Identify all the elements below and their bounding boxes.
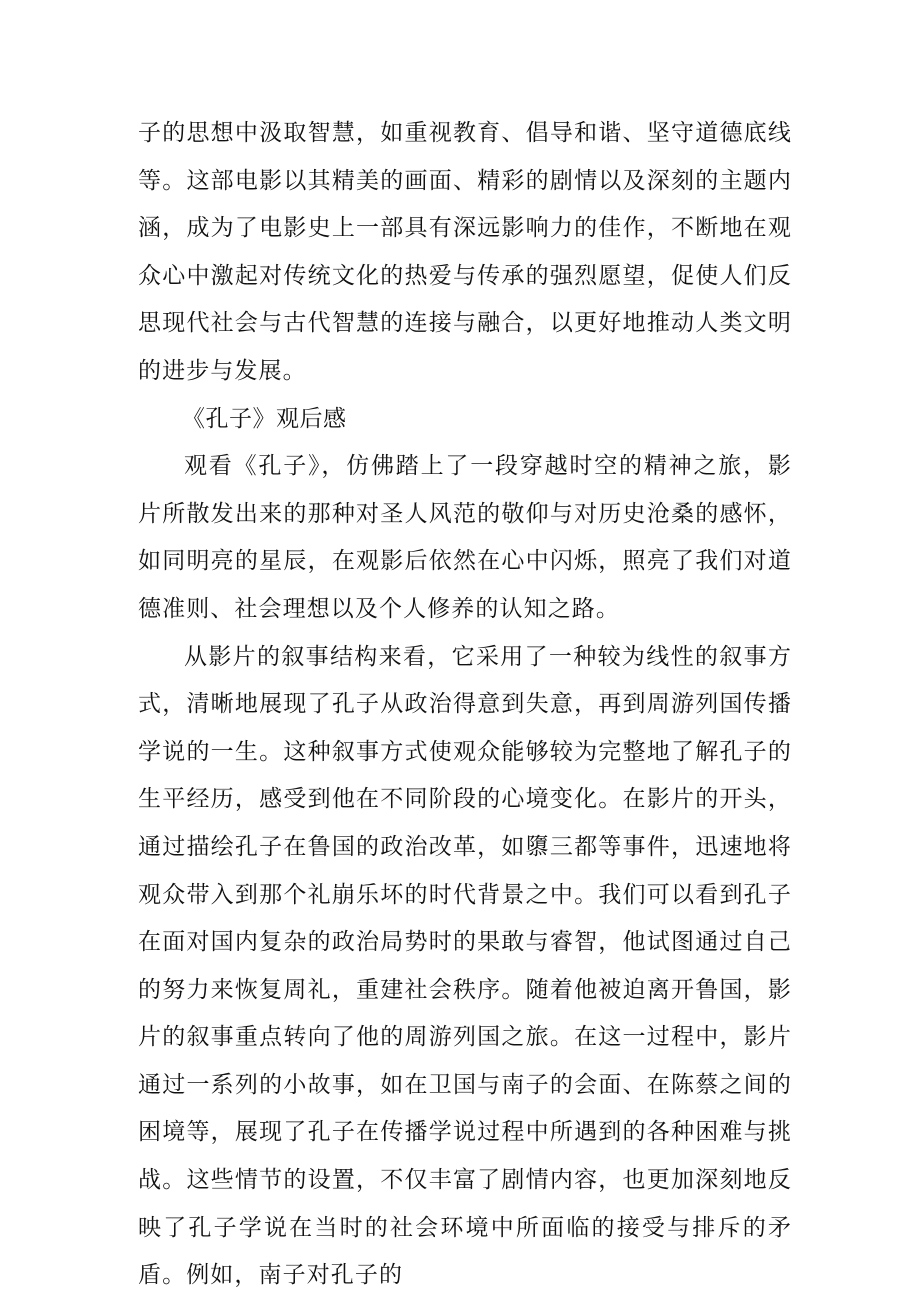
paragraph-intro: 观看《孔子》，仿佛踏上了一段穿越时空的精神之旅，影片所散发出来的那种对圣人风范的敬仰与对历史沧桑的感怀，如同明亮的星辰，在观影后依然在心中闪烁，照亮了我们对道德准则、社会理想以及个人修养的认知之路。: [138, 453, 792, 622]
essay-title: 《孔子》观后感: [182, 405, 347, 432]
paragraph-narrative-structure: 从影片的叙事结构来看，它采用了一种较为线性的叙事方式，清晰地展现了孔子从政治得意到失意，再到周游列国传播学说的一生。这种叙事方式使观众能够较为完整地了解孔子的生平经历，感受到他在不同阶段的心境变化。在影片的开头，通过描绘孔子在鲁国的政治改革，如隳三都等事件，迅速地将观众带入到那个礼崩乐坏的时代背景之中。我们可以看到孔子在面对国内复杂的政治局势时的果敢与睿智，他试图通过自己的努力来恢复周礼，重建社会秩序。随着他被迫离开鲁国，影片的叙事重点转向了他的周游列国之旅。在这一过程中，影片通过一系列的小故事，如在卫国与南子的会面、在陈蔡之间的困境等，展现了孔子在传播学说过程中所遇到的各种困难与挑战。这些情节的设置，不仅丰富了剧情内容，也更加深刻地反映了孔子学说在当时的社会环境中所面临的接受与排斥的矛盾。例如，南子对孔子的: [138, 643, 792, 1289]
paragraph-continuation: 子的思想中汲取智慧，如重视教育、倡导和谐、坚守道德底线等。这部电影以其精美的画面、精彩的剧情以及深刻的主题内涵，成为了电影史上一部具有深远影响力的佳作，不断地在观众心中激起对传统文化的热爱与传承的强烈愿望，促使人们反思现代社会与古代智慧的连接与融合，以更好地推动人类文明的进步与发展。: [138, 120, 792, 384]
document-body: [138, 110, 792, 1300]
